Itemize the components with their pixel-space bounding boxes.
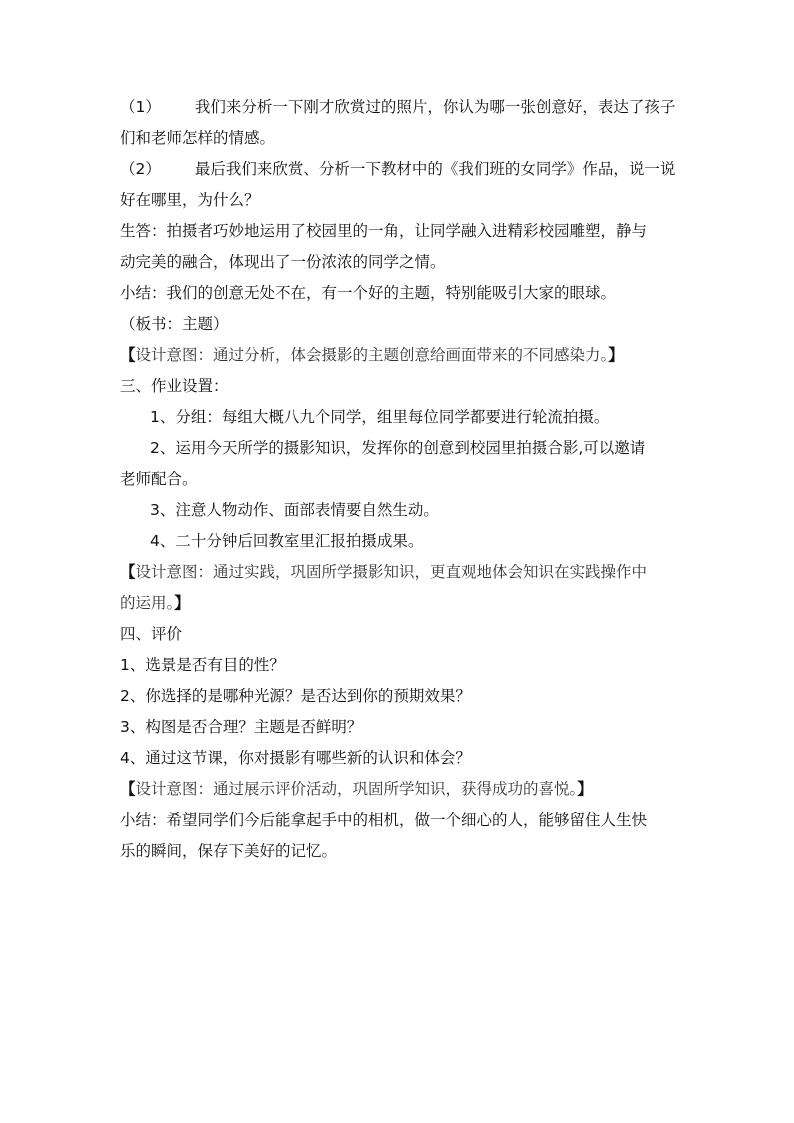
homework-item-2: 2、运用今天所学的摄影知识，发挥你的创意到校园里拍摄合影,可以邀请 [150,439,646,457]
design-intent-1-text: 设计意图：通过分析，体会摄影的主题创意给画面带来的不同感染力。 [135,346,609,364]
design-intent-3 [120,774,680,805]
design-intent-3-close: 】 [577,780,593,798]
student-answer-line-1: 生答：拍摄者巧妙地运用了校园里的一角，让同学融入进精彩校园雕塑，静与 [120,222,648,240]
question-2-line-2: 好在哪里，为什么？ [120,191,260,209]
design-intent-1-open: 【 [120,346,136,364]
evaluation-item-2: 2、你选择的是哪种光源？是否达到你的预期效果？ [120,687,471,705]
design-intent-3-open: 【 [120,780,136,798]
design-intent-2-close: 】 [174,594,190,612]
question-1-line-1 [120,92,680,123]
design-intent-2-line-1 [120,557,680,588]
evaluation-item-1: 1、选景是否有目的性？ [120,656,285,674]
question-1-number: （1） [120,98,161,116]
board-note: （板书：主题） [120,315,229,333]
question-2-line-1 [120,154,680,185]
design-intent-2-text-cont: 的运用。 [120,594,175,612]
summary-2-line-1: 小结：希望同学们今后能拿起手中的相机，做一个细心的人，能够留住人生快 [120,811,648,829]
evaluation-item-4: 4、通过这节课，你对摄影有哪些新的认识和体会？ [120,749,471,767]
design-intent-2-open: 【 [120,563,136,581]
question-1-line-2: 们和老师怎样的情感。 [120,129,276,147]
design-intent-2-line-2 [120,588,680,619]
design-intent-3-text: 设计意图：通过展示评价活动，巩固所学知识，获得成功的喜悦。 [135,780,578,798]
student-answer-line-2: 动完美的融合，体现出了一份浓浓的同学之情。 [120,253,446,271]
section-3-title: 三、作业设置： [120,377,229,395]
homework-item-2-continued: 老师配合。 [120,470,198,488]
summary-1: 小结：我们的创意无处不在，有一个好的主题，特别能吸引大家的眼球。 [120,284,617,302]
question-1-text: 我们来分析一下刚才欣赏过的照片，你认为哪一张创意好，表达了孩子 [194,98,676,116]
design-intent-2-text: 设计意图：通过实践，巩固所学摄影知识，更直观地体会知识在实践操作中 [135,563,648,581]
question-2-number: （2） [120,160,161,178]
section-4-title: 四、评价 [120,625,183,643]
homework-item-3: 3、注意人物动作、面部表情要自然生动。 [150,501,439,519]
question-2-text: 最后我们来欣赏、分析一下教材中的《我们班的女同学》作品，说一说 [194,160,676,178]
document-body [120,92,680,867]
design-intent-1 [120,340,680,371]
evaluation-item-3: 3、构图是否合理？主题是否鲜明？ [120,718,363,736]
design-intent-1-close: 】 [608,346,624,364]
homework-item-1: 1、分组：每组大概八九个同学，组里每位同学都要进行轮流拍摄。 [150,408,610,426]
summary-2-line-2: 乐的瞬间，保存下美好的记忆。 [120,842,338,860]
homework-item-4: 4、二十分钟后回教室里汇报拍摄成果。 [150,532,424,550]
